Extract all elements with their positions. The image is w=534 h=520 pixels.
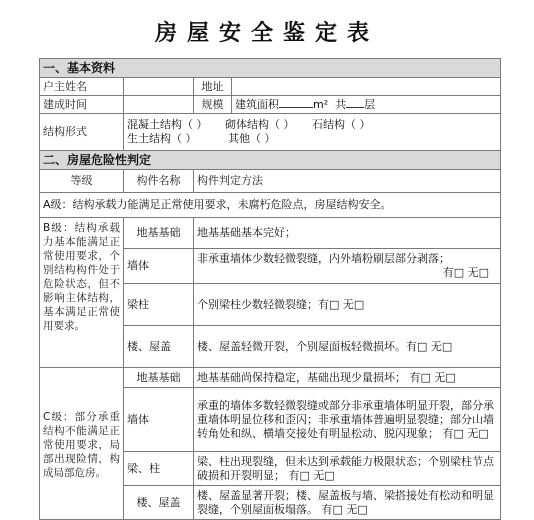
owner-name-field[interactable] [124, 78, 194, 96]
col-component-header: 构件名称 [124, 170, 194, 193]
area-blank[interactable] [279, 97, 313, 108]
col-method-header: 构件判定方法 [194, 170, 501, 193]
structure-label: 结构形式 [40, 114, 124, 151]
page-title: 房屋安全鉴定表 [154, 21, 379, 46]
grade-b-wall-name: 墙体 [124, 249, 194, 284]
structure-earth-option[interactable]: 生土结构（ ） [127, 132, 197, 145]
grade-a-row: A级：结构承载力能满足正常使用要求，未腐朽危险点，房屋结构安全。 [40, 193, 501, 218]
scale-field [232, 96, 501, 114]
grade-c-foundation-name: 地基基础 [124, 368, 194, 388]
grade-b-wall-yesno[interactable]: 有□ 无□ [442, 266, 490, 279]
structure-options [124, 114, 501, 151]
section-basic-info-header: 一、基本资料 [40, 59, 501, 78]
structure-stone-option[interactable]: 石结构（ ） [311, 118, 371, 131]
grade-b-roof-name: 楼、屋盖 [124, 326, 194, 368]
grade-b-foundation-name: 地基基础 [124, 218, 194, 249]
grade-c-roof-name: 楼、屋盖 [124, 486, 194, 520]
address-field[interactable] [232, 78, 501, 96]
area-prefix: 建筑面积 [235, 98, 279, 111]
grade-b-wall-cell [194, 249, 501, 284]
structure-masonry-option[interactable]: 砌体结构（ ） [224, 118, 295, 131]
grade-c-wall-text: 承重的墙体多数轻微裂缝或部分非承重墙体明显开裂，部分承重墙体明显位移和歪闪；非承重墙体普遍明显裂缝；部分山墙转角处和纵、横墙交接处有明显松动、脱闪现象； 有□ 无□ [194, 388, 501, 452]
grade-c-foundation-text: 地基基础尚保持稳定，基础出现少量损坏； 有□ 无□ [194, 368, 501, 388]
grade-b-foundation-text: 地基基础基本完好； [194, 218, 501, 249]
owner-name-label: 户主姓名 [40, 78, 124, 96]
grade-c-roof-text: 楼、屋盖显著开裂；楼、屋盖板与墙、梁搭接处有松动和明显裂缝，个别屋面板塌落。 有□ 无□ [194, 486, 501, 520]
section-risk-header: 二、房屋危险性判定 [40, 151, 501, 170]
floors-blank[interactable] [346, 97, 364, 108]
address-label: 地址 [194, 78, 232, 96]
scale-label: 规模 [194, 96, 232, 114]
area-unit: m² [313, 98, 329, 111]
col-grade-header: 等级 [40, 170, 124, 193]
grade-c-description: C级：部分承重结构不能满足正常使用要求，局部出现险情，构成局部危房。 [40, 368, 124, 520]
grade-b-beam-text: 个别梁柱少数轻微裂缝；有□ 无□ [194, 284, 501, 326]
built-time-label: 建成时间 [40, 96, 124, 114]
grade-b-roof-text: 楼、屋盖轻微开裂，个别屋面板轻微损坏。有□ 无□ [194, 326, 501, 368]
built-time-field[interactable] [124, 96, 194, 114]
structure-other-option[interactable]: 其他（ ） [227, 132, 276, 145]
grade-c-wall-name: 墙体 [124, 388, 194, 452]
structure-concrete-option[interactable]: 混凝土结构（ ） [127, 118, 208, 131]
grade-c-beam-name: 梁、柱 [124, 452, 194, 486]
grade-b-description: B级：结构承载力基本能满足正常使用要求，个别结构构件处于危险状态，但不影响主体结构，基本满足正常使用要求。 [40, 218, 124, 368]
floors-prefix: 共 [335, 98, 347, 111]
appraisal-form-table [39, 58, 501, 520]
grade-b-wall-text: 非承重墙体少数轻微裂缝，内外墙粉刷层部分剥落； [197, 252, 450, 265]
floors-unit: 层 [364, 98, 376, 111]
grade-b-beam-name: 梁柱 [124, 284, 194, 326]
grade-c-beam-text: 梁、柱出现裂缝，但未达到承载能力极限状态；个别梁柱节点破损和开裂明显； 有□ 无□ [194, 452, 501, 486]
